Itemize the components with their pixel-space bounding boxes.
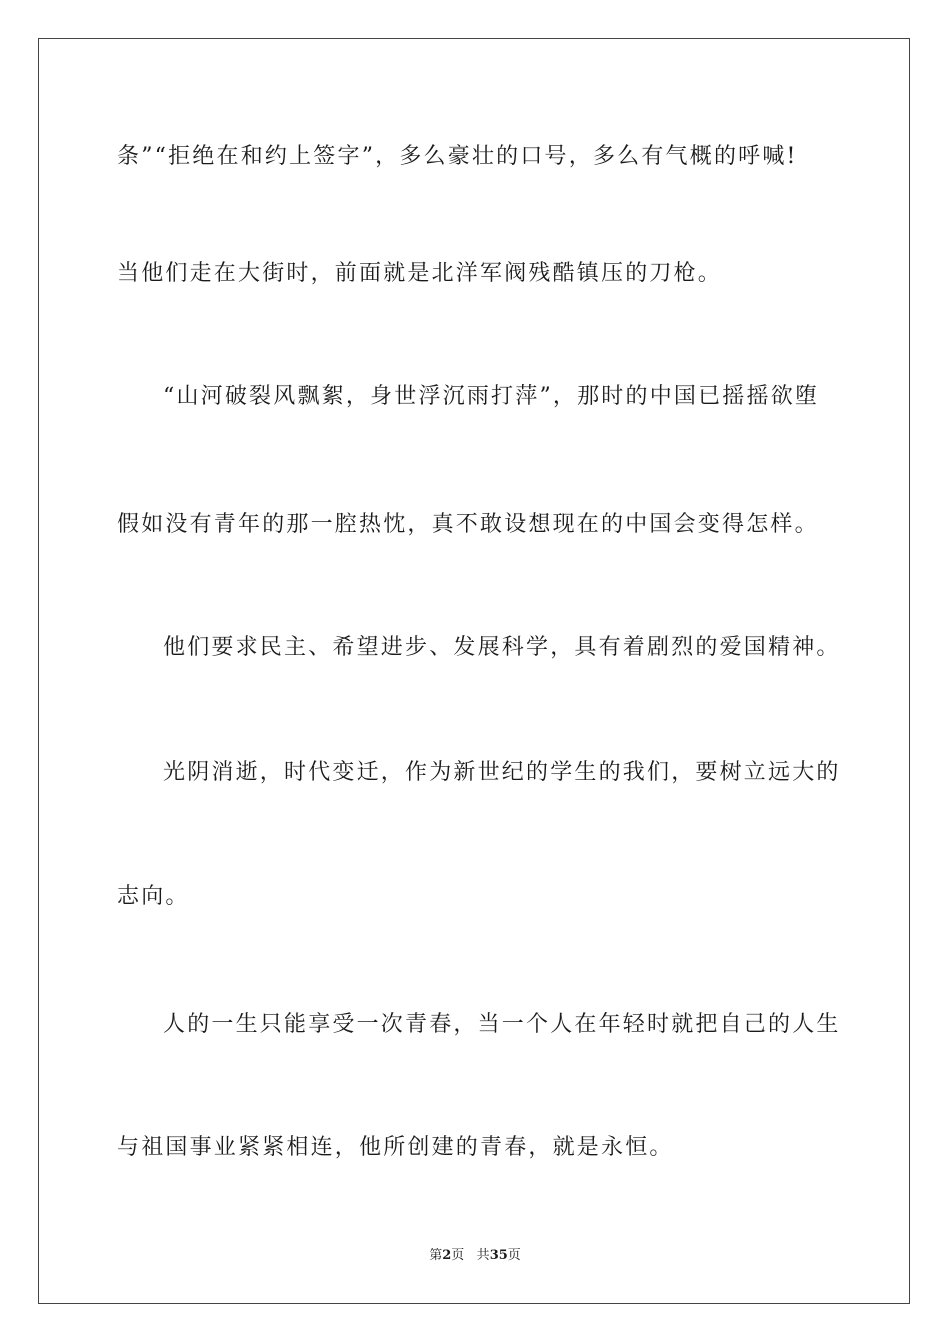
footer-page-suffix: 页 bbox=[451, 1248, 465, 1263]
footer-page-prefix: 第 bbox=[429, 1248, 443, 1263]
footer-total-prefix: 共 bbox=[476, 1248, 490, 1263]
text-line-5: 他们要求民主、希望进步、发展科学，具有着剧烈的爱国精神。 bbox=[163, 635, 841, 660]
text-line-8: 人的一生只能享受一次青春，当一个人在年轻时就把自己的人生 bbox=[163, 1012, 841, 1037]
text-line-1: 条”“拒绝在和约上签字”，多么豪壮的口号，多么有气概的呼喊! bbox=[117, 144, 798, 169]
text-line-6: 光阴消逝，时代变迁，作为新世纪的学生的我们，要树立远大的 bbox=[163, 760, 841, 785]
footer-page-number: 2 bbox=[442, 1248, 452, 1263]
footer-total-pages: 35 bbox=[489, 1248, 508, 1263]
page-footer bbox=[0, 1247, 950, 1265]
footer-total-suffix: 页 bbox=[507, 1248, 521, 1263]
text-line-9: 与祖国事业紧紧相连，他所创建的青春，就是永恒。 bbox=[117, 1135, 674, 1160]
text-line-7: 志向。 bbox=[117, 884, 190, 909]
page-border bbox=[38, 38, 910, 1304]
text-line-2: 当他们走在大街时，前面就是北洋军阀残酷镇压的刀枪。 bbox=[117, 261, 723, 286]
text-line-4: 假如没有青年的那一腔热忱，真不敢设想现在的中国会变得怎样。 bbox=[117, 512, 819, 537]
text-line-3: “山河破裂风飘絮，身世浮沉雨打萍”，那时的中国已摇摇欲堕 bbox=[163, 384, 820, 409]
